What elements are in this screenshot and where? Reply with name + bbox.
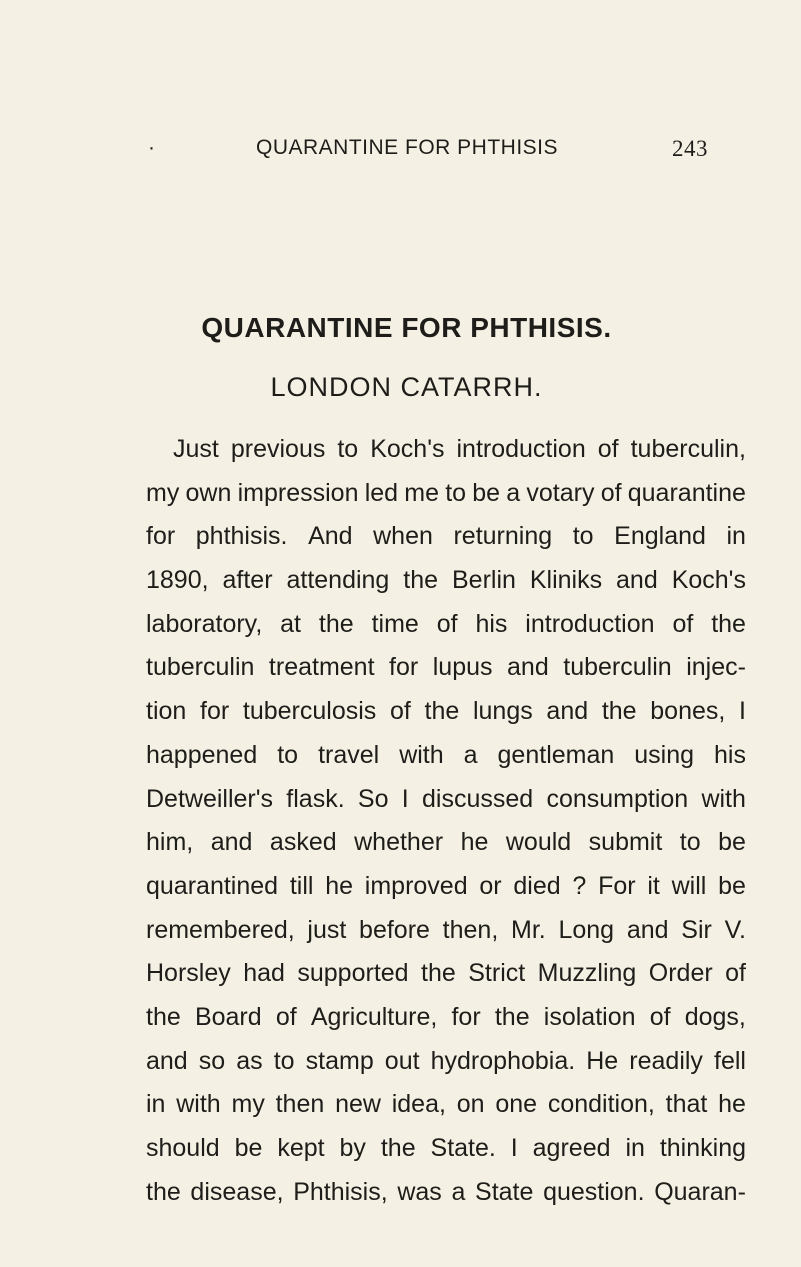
body-line: happened to travel with a gentleman using his xyxy=(146,740,746,769)
body-line: remembered, just before then, Mr. Long and Sir V. xyxy=(146,915,746,944)
body-line: for phthisis. And when returning to England in xyxy=(146,522,746,551)
running-head-title: QUARANTINE FOR PHTHISIS xyxy=(256,136,559,159)
article-subtitle: LONDON CATARRH. xyxy=(270,372,543,402)
body-line: my own impression led me to be a votary of quarantine xyxy=(146,478,746,507)
body-line: laboratory, at the time of his introduction of the xyxy=(146,609,746,638)
body-paragraph xyxy=(146,428,746,1214)
body-line: 1890, after attending the Berlin Kliniks and Koch's xyxy=(146,566,746,595)
body-line: in with my then new idea, on one condition, that he xyxy=(146,1090,746,1119)
body-line: and so as to stamp out hydrophobia. He readily fell xyxy=(146,1046,746,1075)
body-line: him, and asked whether he would submit to be xyxy=(146,828,746,857)
body-line: the disease, Phthisis, was a State question. Quaran- xyxy=(146,1177,746,1206)
article-title: QUARANTINE FOR PHTHISIS. xyxy=(201,312,612,343)
body-line: Horsley had supported the Strict Muzzling Order of xyxy=(146,959,746,988)
running-head-dot: · xyxy=(148,136,156,159)
body-line: the Board of Agriculture, for the isolation of dogs, xyxy=(146,1002,746,1031)
body-line: should be kept by the State. I agreed in thinking xyxy=(146,1134,746,1162)
body-line: tion for tuberculosis of the lungs and the bones, I xyxy=(146,697,746,726)
body-line: quarantined till he improved or died ? For it will be xyxy=(146,871,746,900)
page-number: 243 xyxy=(672,136,708,161)
body-line: Detweiller's flask. So I discussed consumption with xyxy=(146,784,746,813)
body-line: Just previous to Koch's introduction of tuberculin, xyxy=(173,435,746,463)
body-line: tuberculin treatment for lupus and tuberculin injec- xyxy=(146,653,746,682)
running-head xyxy=(0,136,801,166)
